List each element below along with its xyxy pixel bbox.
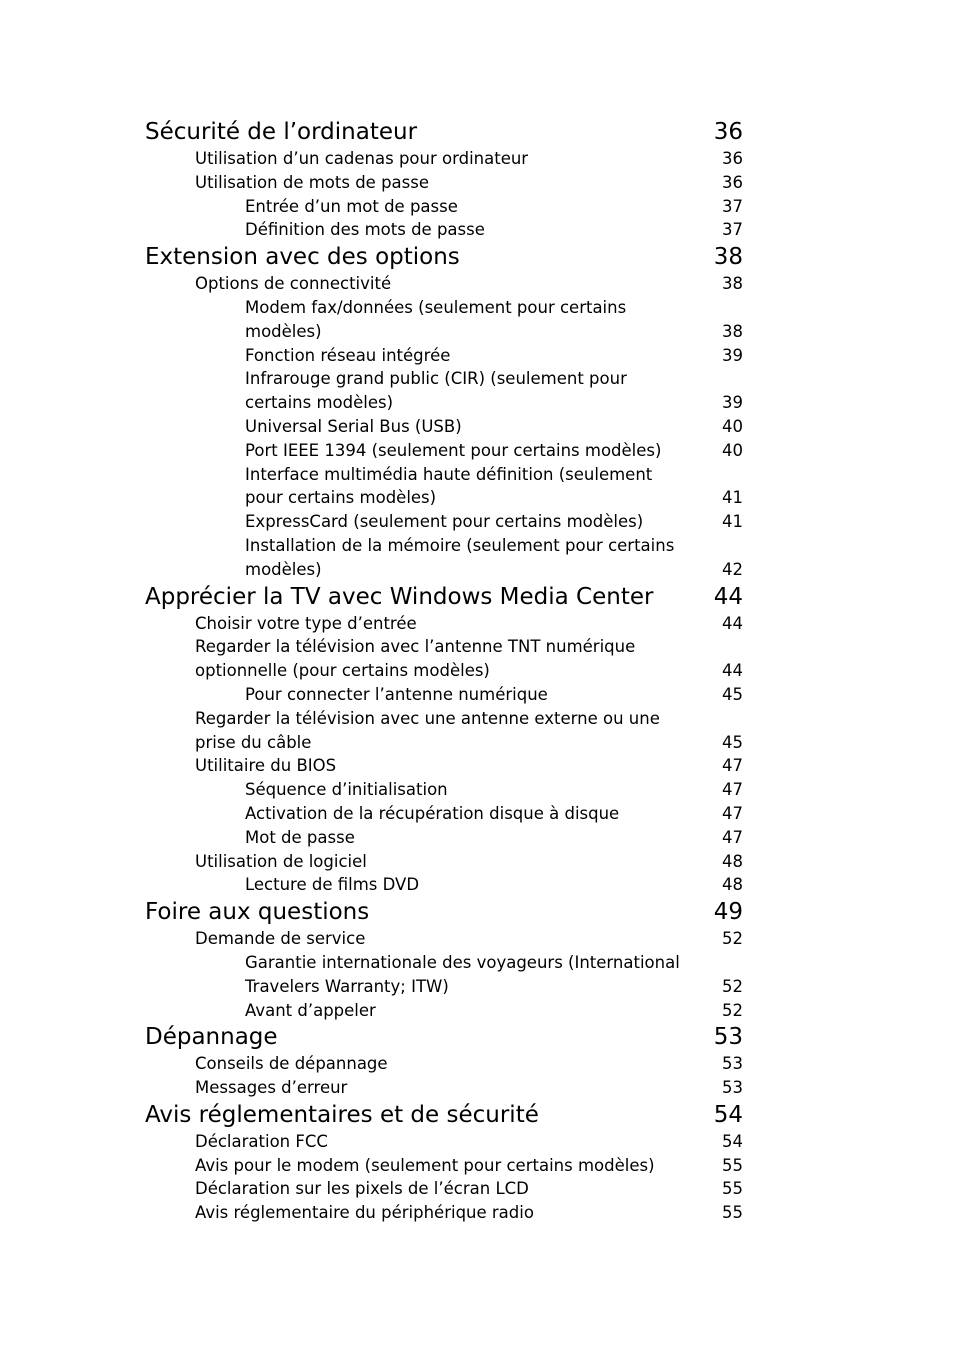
toc-entry-label: Lecture de films DVD bbox=[245, 875, 420, 895]
toc-subsection[interactable] bbox=[145, 510, 743, 534]
toc-page-number: 39 bbox=[722, 345, 743, 365]
toc-chapter[interactable] bbox=[145, 242, 743, 272]
toc-section[interactable] bbox=[145, 1201, 743, 1225]
toc-page-number: 37 bbox=[722, 196, 743, 216]
toc-entry-label: Entrée d’un mot de passe bbox=[245, 196, 458, 216]
toc-page-number: 54 bbox=[722, 1131, 743, 1151]
toc-section[interactable] bbox=[145, 1076, 743, 1100]
toc-entry-label: Avis réglementaires et de sécurité bbox=[145, 1101, 539, 1128]
toc-page-number: 48 bbox=[722, 875, 743, 895]
toc-entry-label: Utilisation d’un cadenas pour ordinateur bbox=[195, 149, 529, 168]
toc-page-number: 49 bbox=[713, 899, 743, 926]
toc-page-number: 41 bbox=[722, 488, 743, 508]
toc-subsection[interactable] bbox=[145, 951, 743, 999]
toc-subsection[interactable] bbox=[145, 218, 743, 242]
toc-entry-label: Extension avec des options bbox=[145, 244, 460, 271]
toc-entry-label: Foire aux questions bbox=[145, 899, 370, 926]
toc-entry-label: Utilisation de mots de passe bbox=[195, 172, 430, 192]
toc-chapter[interactable] bbox=[145, 117, 743, 147]
toc-section[interactable] bbox=[145, 147, 743, 171]
toc-page-number: 47 bbox=[722, 756, 743, 776]
toc-entry-label: Utilisation de logiciel bbox=[195, 851, 367, 871]
toc-entry-label: Utilitaire du BIOS bbox=[195, 756, 337, 776]
toc-entry-label: Options de connectivité bbox=[195, 274, 392, 294]
toc-page-number: 40 bbox=[722, 416, 743, 436]
toc-section[interactable] bbox=[145, 1130, 743, 1154]
toc-section[interactable] bbox=[145, 927, 743, 951]
toc-entry-label: Mot de passe bbox=[245, 827, 355, 847]
toc-entry-label: Conseils de dépannage bbox=[195, 1054, 388, 1074]
toc-subsection[interactable] bbox=[145, 778, 743, 802]
toc-entry-label: Activation de la récupération disque à disque bbox=[245, 803, 620, 823]
toc-page-number: 41 bbox=[722, 512, 743, 532]
toc-subsection[interactable] bbox=[145, 999, 743, 1023]
toc-entry-label: Séquence d’initialisation bbox=[245, 780, 448, 800]
toc-entry-label: Demande de service bbox=[195, 929, 366, 949]
toc-section[interactable] bbox=[145, 754, 743, 778]
toc-entry-label: Regarder la télévision avec l’antenne TNT numérique optionnelle (pour certains modèles) bbox=[195, 637, 636, 681]
toc-entry-label: Fonction réseau intégrée bbox=[245, 345, 451, 365]
toc-subsection[interactable] bbox=[145, 439, 743, 463]
toc-page-number: 44 bbox=[713, 583, 743, 610]
toc-page-number: 54 bbox=[713, 1101, 743, 1128]
toc-page-number: 53 bbox=[713, 1024, 743, 1051]
toc-page-number: 52 bbox=[722, 1000, 743, 1020]
toc-section[interactable] bbox=[145, 1052, 743, 1076]
toc-page-number: 53 bbox=[722, 1078, 743, 1098]
toc-page-number: 53 bbox=[722, 1054, 743, 1074]
toc-page-number: 38 bbox=[713, 244, 743, 271]
toc-entry-label: ExpressCard (seulement pour certains modèles) bbox=[245, 512, 644, 532]
toc-entry-label: Avant d’appeler bbox=[245, 1000, 376, 1020]
toc-page-number: 47 bbox=[722, 780, 743, 800]
toc-entry-label: Sécurité de l’ordinateur bbox=[145, 119, 418, 145]
toc-page-number: 48 bbox=[722, 851, 743, 871]
toc-subsection[interactable] bbox=[145, 296, 743, 344]
toc-page-number: 38 bbox=[722, 274, 743, 294]
toc-entry-label: Garantie internationale des voyageurs (International Travelers Warranty; ITW) bbox=[245, 952, 680, 996]
toc-entry-label: Pour connecter l’antenne numérique bbox=[245, 684, 548, 704]
toc-entry-label: Dépannage bbox=[145, 1024, 278, 1051]
toc-page-number: 40 bbox=[722, 440, 743, 460]
toc-page-number: 36 bbox=[722, 149, 743, 168]
toc-page-number: 39 bbox=[722, 393, 743, 413]
toc-page-number: 44 bbox=[722, 661, 743, 681]
toc-subsection[interactable] bbox=[145, 415, 743, 439]
toc-section[interactable] bbox=[145, 850, 743, 874]
toc-section[interactable] bbox=[145, 1177, 743, 1201]
toc-page-number: 44 bbox=[722, 613, 743, 633]
toc-section[interactable] bbox=[145, 612, 743, 636]
toc-page-number: 42 bbox=[722, 559, 743, 579]
toc-entry-label: Installation de la mémoire (seulement pour certains modèles) bbox=[245, 535, 675, 579]
toc-chapter[interactable] bbox=[145, 1022, 743, 1052]
toc-subsection[interactable] bbox=[145, 826, 743, 850]
toc-entry-label: Infrarouge grand public (CIR) (seulement pour certains modèles) bbox=[245, 369, 627, 413]
toc-page-number: 55 bbox=[722, 1203, 743, 1223]
toc-subsection[interactable] bbox=[145, 463, 743, 511]
toc-section[interactable] bbox=[145, 707, 743, 755]
toc-page-number: 52 bbox=[722, 976, 743, 996]
toc-subsection[interactable] bbox=[145, 344, 743, 368]
toc-entry-label: Port IEEE 1394 (seulement pour certains modèles) bbox=[245, 440, 662, 460]
toc-subsection[interactable] bbox=[145, 873, 743, 897]
toc-page-number: 38 bbox=[722, 321, 743, 341]
toc-page-number: 47 bbox=[722, 803, 743, 823]
toc-entry-label: Choisir votre type d’entrée bbox=[195, 613, 417, 633]
toc-entry-label: Définition des mots de passe bbox=[245, 220, 485, 240]
toc-section[interactable] bbox=[145, 1154, 743, 1178]
toc-entry-label: Avis réglementaire du périphérique radio bbox=[195, 1203, 534, 1223]
toc-page-number: 55 bbox=[722, 1179, 743, 1199]
toc-chapter[interactable] bbox=[145, 582, 743, 612]
toc-page-number: 37 bbox=[722, 220, 743, 240]
toc-entry-label: Modem fax/données (seulement pour certains modèles) bbox=[245, 297, 627, 341]
toc-entry-label: Universal Serial Bus (USB) bbox=[245, 416, 462, 436]
toc-page-number: 52 bbox=[722, 929, 743, 949]
toc-entry-label: Apprécier la TV avec Windows Media Center bbox=[145, 583, 654, 610]
table-of-contents bbox=[145, 117, 743, 1225]
toc-section[interactable] bbox=[145, 272, 743, 296]
toc-chapter[interactable] bbox=[145, 1100, 743, 1130]
toc-entry-label: Messages d’erreur bbox=[195, 1078, 348, 1098]
toc-page-number: 36 bbox=[713, 119, 743, 145]
toc-page-number: 55 bbox=[722, 1155, 743, 1175]
toc-page-number: 47 bbox=[722, 827, 743, 847]
toc-entry-label: Déclaration FCC bbox=[195, 1131, 328, 1151]
toc-entry-label: Interface multimédia haute définition (seulement pour certains modèles) bbox=[245, 464, 653, 508]
toc-subsection[interactable] bbox=[145, 802, 743, 826]
toc-subsection[interactable] bbox=[145, 534, 743, 582]
toc-page-number: 45 bbox=[722, 732, 743, 752]
toc-subsection[interactable] bbox=[145, 195, 743, 219]
toc-entry-label: Avis pour le modem (seulement pour certains modèles) bbox=[195, 1155, 655, 1175]
toc-page-number: 36 bbox=[722, 172, 743, 192]
toc-chapter[interactable] bbox=[145, 897, 743, 927]
toc-entry-label: Regarder la télévision avec une antenne externe ou une prise du câble bbox=[195, 708, 660, 752]
toc-subsection[interactable] bbox=[145, 683, 743, 707]
toc-page-number: 45 bbox=[722, 684, 743, 704]
toc-section[interactable] bbox=[145, 635, 743, 683]
toc-subsection[interactable] bbox=[145, 367, 743, 415]
toc-section[interactable] bbox=[145, 171, 743, 195]
toc-entry-label: Déclaration sur les pixels de l’écran LCD bbox=[195, 1179, 529, 1199]
